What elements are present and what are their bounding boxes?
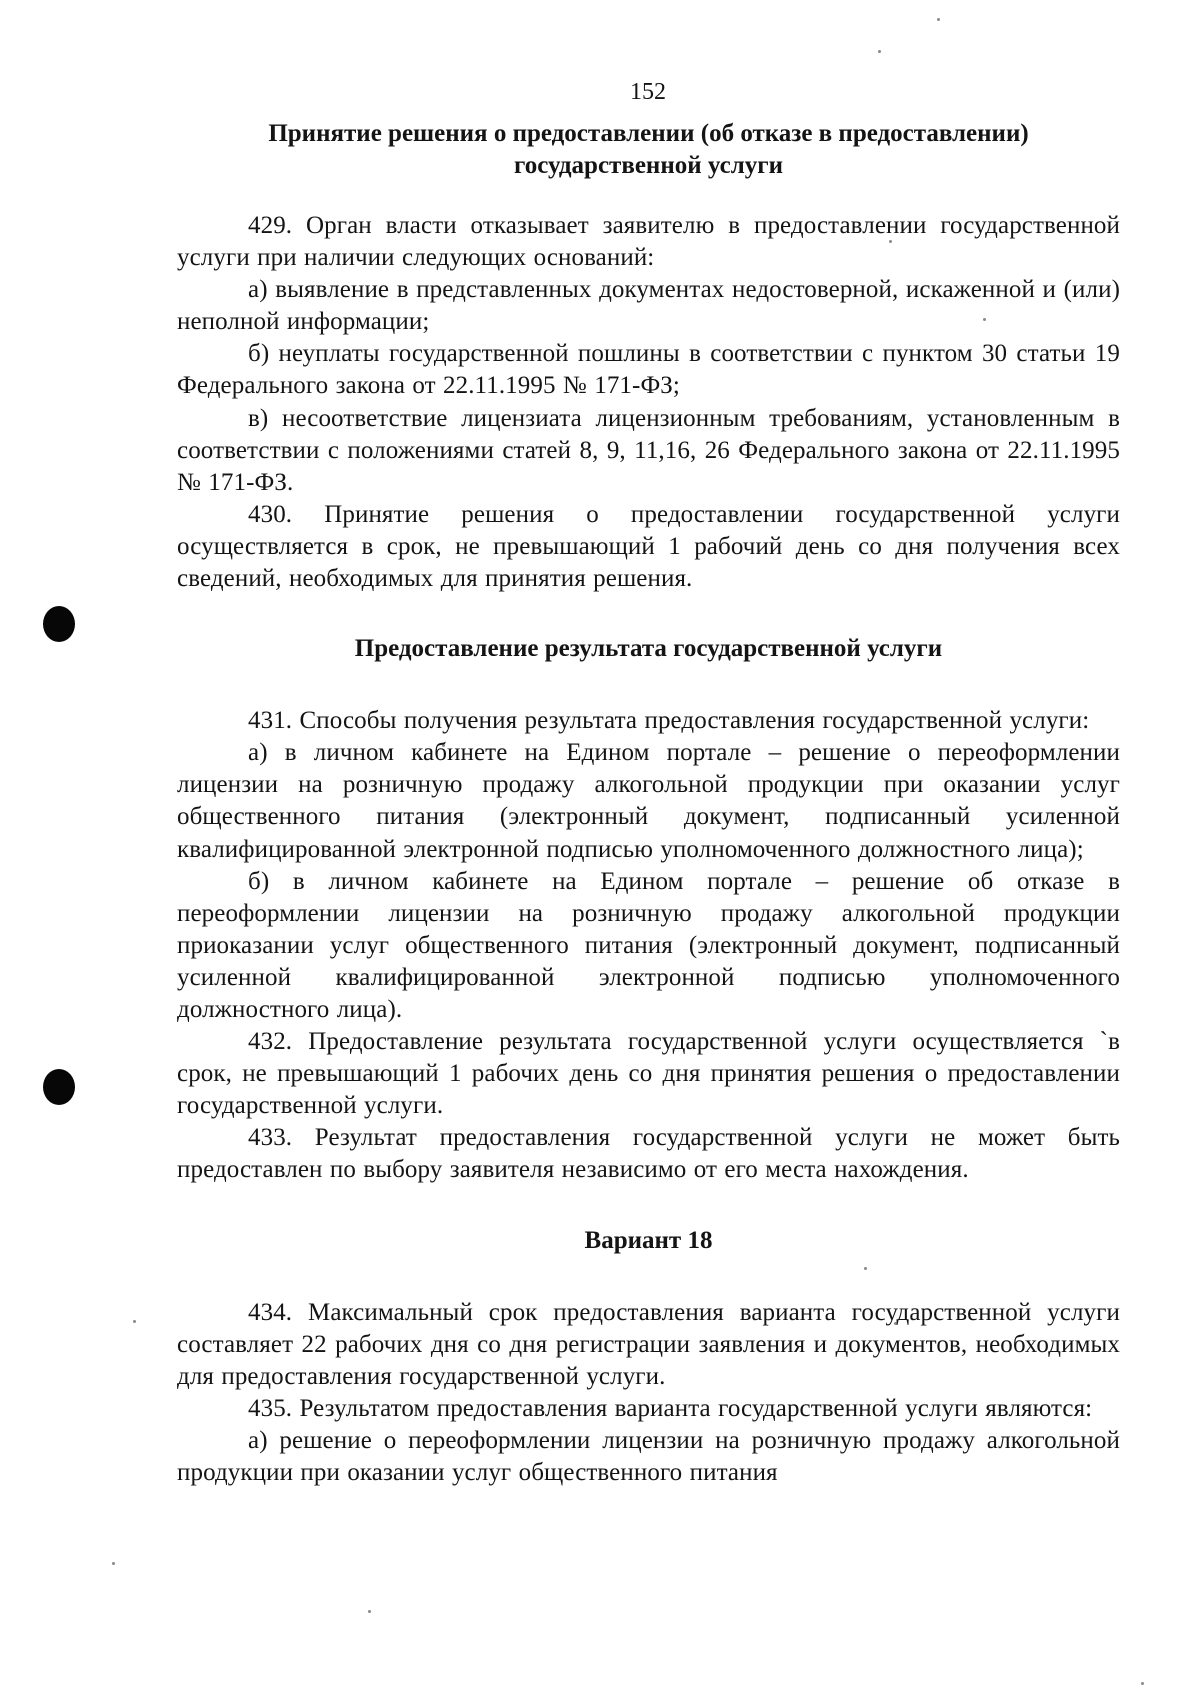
paragraph-430: 430. Принятие решения о предоставлении государственной услуги осуществляется в срок, не превышающий 1 рабочий день со дня получения всех сведений, необходимых для принятия решения. <box>177 500 1120 593</box>
page-number: 152 <box>630 79 666 105</box>
scan-speck <box>368 1610 371 1613</box>
paragraph-429-v: в) несоответствие лицензиата лицензионным требованиям, установленным в соответствии с положениями статей 8, 9, 11,16, 26 Федерального закона от 22.11.1995 № 171-ФЗ. <box>177 404 1120 496</box>
scan-speck <box>112 1562 115 1565</box>
section-heading-decision: Принятие решения о предоставлении (об отказе в предоставлении) государственной услуги <box>268 120 1029 179</box>
scan-speck <box>133 1320 136 1323</box>
scan-speck <box>1141 1682 1144 1685</box>
scan-speck <box>878 50 881 53</box>
section-heading-variant-18: Вариант 18 <box>584 1226 713 1254</box>
paragraph-435: 435. Результатом предоставления варианта государственной услуги являются: <box>248 1394 1093 1422</box>
paragraph-429: 429. Орган власти отказывает заявителю в предоставлении государственной услуги при наличии следующих оснований: <box>177 212 1120 272</box>
punch-hole-top <box>43 606 75 642</box>
paragraph-431: 431. Способы получения результата предоставления государственной услуги: <box>248 707 1090 735</box>
scan-speck <box>937 18 940 21</box>
paragraph-429-a: а) выявление в представленных документах недостоверной, искаженной и (или) неполной информации; <box>177 276 1120 336</box>
paragraph-434: 434. Максимальный срок предоставления варианта государственной услуги составляет 22 рабочих дня со дня регистрации заявления и документов, необходимых для предоставления государственной услуги. <box>177 1298 1120 1390</box>
paragraph-433: 433. Результат предоставления государственной услуги не может быть предоставлен по выбору заявителя независимо от его места нахождения. <box>177 1124 1120 1184</box>
paragraph-435-a: а) решение о переоформлении лицензии на розничную продажу алкогольной продукции при оказании услуг общественного питания <box>177 1426 1120 1486</box>
paragraph-429-b: б) неуплаты государственной пошлины в соответствии с пунктом 30 статьи 19 Федерального закона от 22.11.1995 № 171-ФЗ; <box>177 340 1120 400</box>
paragraph-431-b: б) в личном кабинете на Едином портале – решение об отказе в переоформлении лицензии на розничную продажу алкогольной продукции приоказании услуг общественного питания (электронный документ, подписанный усиленной квалифицированной электронной подписью уполномоченного должностного лица). <box>177 867 1120 1023</box>
paragraph-432: 432. Предоставление результата государственной услуги осуществляется `в срок, не превышающий 1 рабочих день со дня принятия решения о предоставлении государственной услуги. <box>177 1028 1120 1120</box>
section-heading-result: Предоставление результата государственной услуги <box>354 635 943 663</box>
punch-hole-bottom <box>43 1069 75 1105</box>
document-body <box>177 118 1120 1489</box>
paragraph-431-a: а) в личном кабинете на Едином портале – решение о переоформлении лицензии на розничную продажу алкогольной продукции при оказании услуг общественного питания (электронный документ, подписанный усиленной квалифицированной электронной подписью уполномоченного должностного лица); <box>177 739 1120 863</box>
